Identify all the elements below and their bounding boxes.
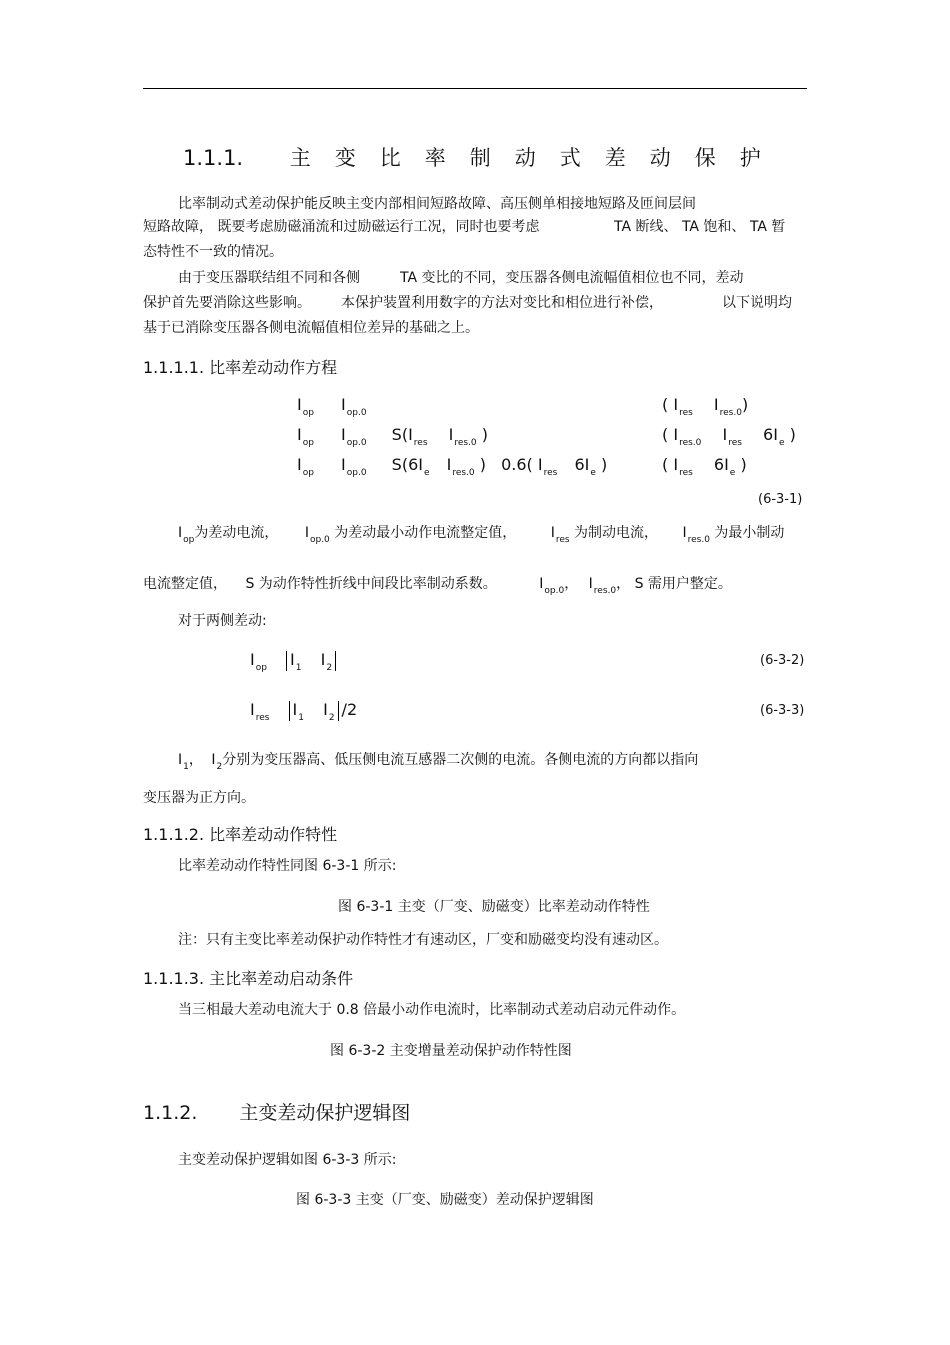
intro2-line-2b: 本保护装置利用数字的方法对变比和相位进行补偿， [341,295,663,311]
heading-title: 主变比率制动式差动保护 [289,146,785,170]
two-side-label: 对于两侧差动: [178,613,267,629]
subsection-heading-2: 1.1.1.2. 比率差动动作特性 [143,825,338,844]
currents-explanation-line-2: 变压器为正方向。 [143,790,255,806]
section-heading-1-1-1 [183,142,785,172]
intro2-line-1b: TA 变比的不同，变压器各侧电流幅值相位也不同，差动 [400,270,744,286]
subsection-heading-1 [143,355,337,378]
eq1-line3-left: $I_{op}$ $I_{op.0}$ $S(6I_e$ $I_{res.0}$ ) 0.6( $I_{res}$ $6I_e$ ) [297,455,608,478]
intro-line-3: 态特性不一致的情况。 [143,244,283,260]
eq1-line3-cond: ( $I_{res}$ $6I_e$ ) [662,455,747,478]
logic-paragraph: 主变差动保护逻辑如图 6-3-3 所示: [178,1152,397,1168]
intro2-line-3: 基于已消除变压器各侧电流幅值相位差异的基础之上。 [143,320,479,336]
intro2-line-2c: 以下说明均 [722,295,792,311]
eq1-line2-left: $I_{op}$ $I_{op.0}$ $S(I_{res}$ $I_{res.0}$ ) [297,425,489,448]
intro-line-2: 短路故障， 既要考虑励磁涌流和过励磁运行工况，同时也要考虑 [143,219,540,235]
equation-number-6-3-2: (6-3-2) [760,653,805,668]
subsection-number: 1.1.1.1. [143,358,205,377]
header-rule [143,88,807,89]
section-heading-1-1-2: 1.1.2. 主变差动保护逻辑图 [143,1102,411,1124]
eq1-line1-left: $I_{op}$ $I_{op.0}$ [297,395,367,418]
eq1-line2-cond: ( $I_{res.0}$ $I_{res}$ $6I_e$ ) [662,425,796,448]
eq3-line: $I_{res}$ $I_1$ $I_2$ /2 [250,700,358,723]
equation-number-6-3-3: (6-3-3) [760,703,805,718]
intro-line-1: 比率制动式差动保护能反映主变内部相间短路故障、高压侧单相接地短路及匝间层间 [178,196,696,212]
intro-line-2b: TA 断线、 TA 饱和、 TA 暂 [614,219,786,235]
eq2-line: $I_{op}$ $I_1$ $I_2$ [250,650,339,671]
subsection-heading-3: 1.1.1.3. 主比率差动启动条件 [143,969,354,988]
equation-number-6-3-1: (6-3-1) [758,492,803,507]
intro2-line-2a: 保护首先要消除这些影响。 [143,295,311,311]
currents-explanation-line-1: $I_1$， $I_2$分别为变压器高、低压侧电流互感器二次侧的电流。各侧电流的方向都以指向 [178,752,699,772]
figure-caption-6-3-3: 图 6-3-3 主变（厂变、励磁变）差动保护逻辑图 [296,1192,594,1208]
eq1-line1-cond: ( $I_{res}$ $I_{res.0}$) [662,395,749,418]
definition-line-1: $I_{op}$为差动电流， $I_{op.0}$ 为差动最小动作电流整定值， $I_{res}$ 为制动电流， $I_{res.0}$ 为最小制动 [178,525,785,545]
definition-line-2: 电流整定值， S 为动作特性折线中间段比率制动系数。 $I_{op.0}$， $I_{res.0}$， S 需用户整定。 [143,576,732,596]
characteristic-paragraph: 比率差动动作特性同图 6-3-1 所示: [178,858,397,874]
intro2-line-1a: 由于变压器联结组不同和各侧 [178,270,360,286]
note-paragraph: 注：只有主变比率差动保护动作特性才有速动区，厂变和励磁变均没有速动区。 [178,932,668,948]
subsection-title: 比率差动动作方程 [209,358,338,377]
figure-caption-6-3-1: 图 6-3-1 主变（厂变、励磁变）比率差动动作特性 [338,899,650,915]
heading-number: 1.1.1. [183,146,244,170]
start-condition-paragraph: 当三相最大差动电流大于 0.8 倍最小动作电流时，比率制动式差动启动元件动作。 [178,1002,686,1018]
figure-caption-6-3-2: 图 6-3-2 主变增量差动保护动作特性图 [330,1043,572,1059]
